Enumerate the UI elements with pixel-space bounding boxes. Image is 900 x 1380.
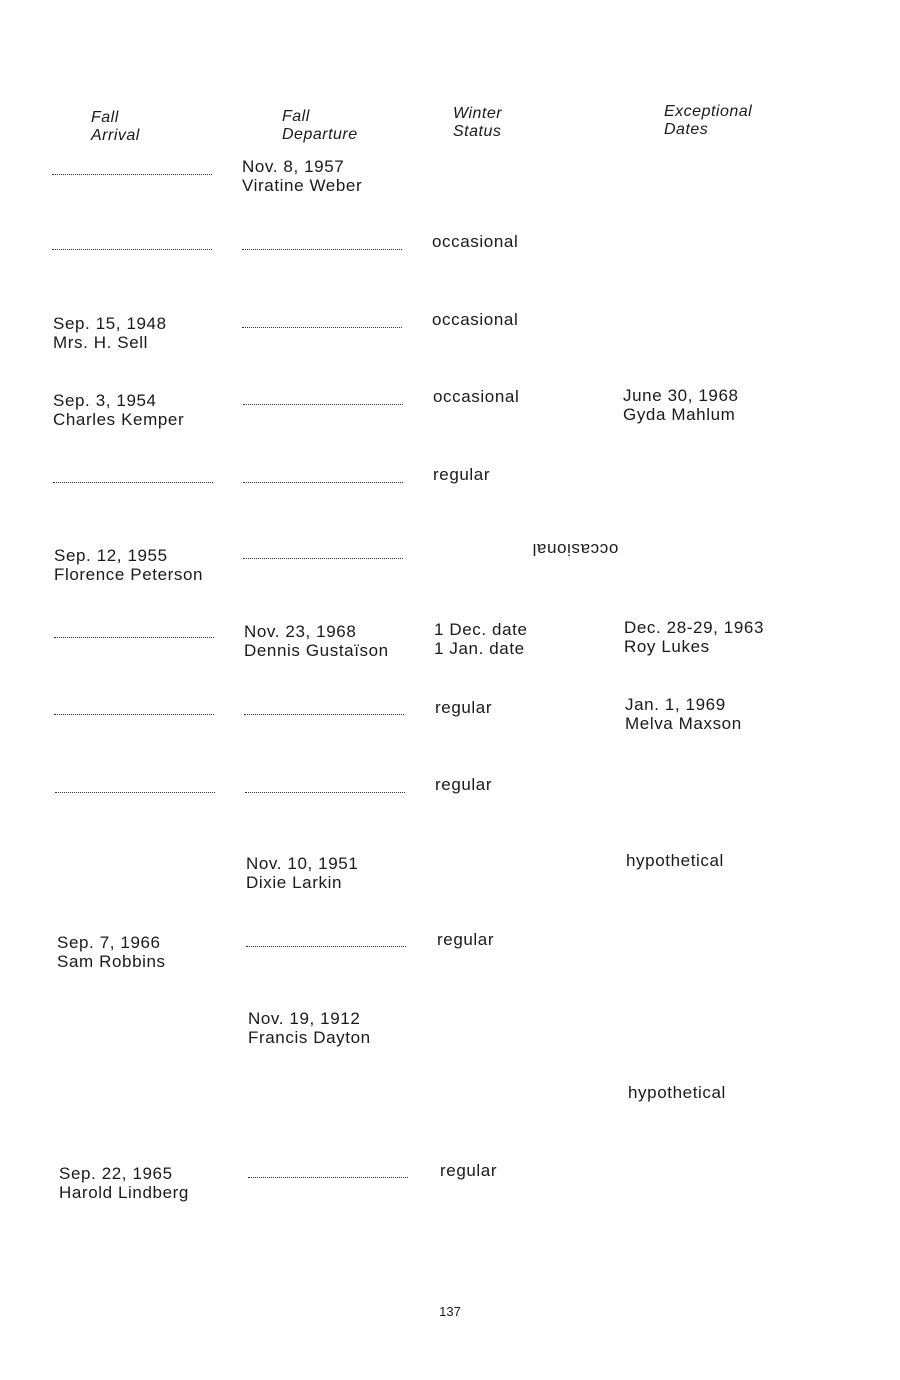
header-fall-departure [282,108,358,144]
page-number: 137 [439,1304,461,1319]
arrival-blank [54,637,214,638]
arrival-cell [54,546,203,584]
status-text: 1 Dec. date [434,620,528,639]
exceptional-observer: Gyda Mahlum [623,405,736,424]
arrival-blank [55,792,215,793]
status-cell-inverted [532,540,618,559]
status-text: regular [440,1161,498,1180]
status-cell [433,387,519,406]
exceptional-text: hypothetical [626,851,724,870]
arrival-blank [53,482,213,483]
departure-blank [246,946,406,947]
exceptional-text: hypothetical [628,1083,726,1102]
departure-observer: Viratine Weber [242,176,363,195]
arrival-observer: Mrs. H. Sell [53,333,149,352]
departure-date: Nov. 8, 1957 [242,157,345,176]
status-cell [437,930,494,949]
status-cell [432,232,518,251]
header-winter-status [453,105,502,141]
arrival-observer: Florence Peterson [54,565,204,584]
status-cell [433,465,490,484]
arrival-cell [53,314,167,352]
arrival-date: Sep. 3, 1954 [53,391,157,410]
arrival-cell [57,933,166,971]
exceptional-cell [623,386,739,424]
status-cell [435,698,492,717]
departure-blank [243,558,403,559]
header-line: Fall [91,109,119,126]
arrival-date: Sep. 22, 1965 [59,1164,173,1183]
arrival-observer: Sam Robbins [57,952,166,971]
exceptional-cell [624,618,764,656]
departure-blank [243,482,403,483]
departure-observer: Dennis Gustaïson [244,641,389,660]
status-text: regular [437,930,495,949]
departure-cell [244,622,389,660]
exceptional-cell [625,695,742,733]
header-line: Dates [664,121,709,138]
arrival-blank [52,174,212,175]
header-line: Departure [282,126,358,143]
exceptional-date: Jan. 1, 1969 [625,695,726,714]
departure-cell [246,854,358,892]
status-cell [434,620,528,658]
arrival-date: Sep. 12, 1955 [54,546,168,565]
arrival-observer: Charles Kemper [53,410,185,429]
departure-blank [245,792,405,793]
departure-observer: Dixie Larkin [246,873,343,892]
status-text: regular [433,465,491,484]
header-line: Exceptional [664,103,753,120]
header-fall-arrival [91,109,140,145]
departure-blank [243,404,403,405]
header-line: Status [453,123,502,140]
departure-date: Nov. 19, 1912 [248,1009,361,1028]
departure-blank [242,249,402,250]
arrival-cell [59,1164,189,1202]
status-cell [440,1161,497,1180]
header-line: Fall [282,108,310,125]
header-exceptional-dates [664,103,752,139]
status-cell [432,310,518,329]
arrival-blank [54,714,214,715]
arrival-date: Sep. 15, 1948 [53,314,167,333]
exceptional-date: Dec. 28-29, 1963 [624,618,765,637]
departure-blank [242,327,402,328]
exceptional-observer: Melva Maxson [625,714,742,733]
header-line: Winter [453,105,503,122]
exceptional-cell [628,1083,726,1102]
status-text: regular [435,698,493,717]
arrival-date: Sep. 7, 1966 [57,933,161,952]
departure-observer: Francis Dayton [248,1028,371,1047]
status-text: regular [435,775,493,794]
departure-blank [248,1177,408,1178]
arrival-blank [52,249,212,250]
exceptional-observer: Roy Lukes [624,637,710,656]
exceptional-date: June 30, 1968 [623,386,739,405]
departure-date: Nov. 10, 1951 [246,854,359,873]
status-text: 1 Jan. date [434,639,525,658]
exceptional-cell [626,851,724,870]
departure-cell [248,1009,371,1047]
departure-cell [242,157,362,195]
status-text: occasional [433,387,520,406]
status-text-upside-down: occasional [532,540,619,559]
status-cell [435,775,492,794]
header-line: Arrival [91,127,140,144]
status-text: occasional [432,232,519,251]
departure-blank [244,714,404,715]
arrival-cell [53,391,184,429]
departure-date: Nov. 23, 1968 [244,622,357,641]
arrival-observer: Harold Lindberg [59,1183,189,1202]
status-text: occasional [432,310,519,329]
